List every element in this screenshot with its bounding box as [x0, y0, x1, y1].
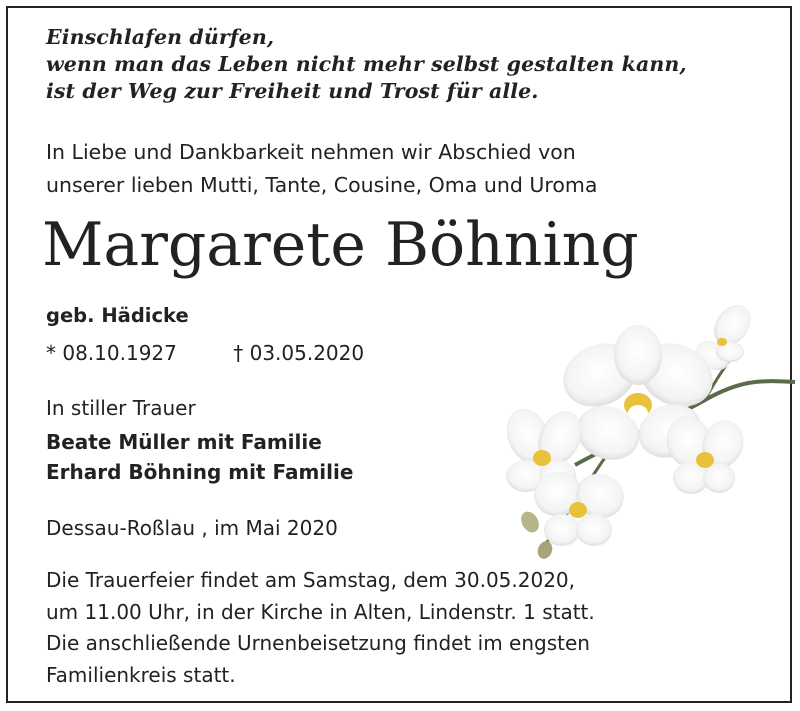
funeral-line: Die anschließende Urnenbeisetzung findet im engsten [46, 631, 590, 655]
funeral-info [46, 565, 595, 691]
mourner-list [46, 427, 353, 487]
intro-line: In Liebe und Dankbarkeit nehmen wir Abschied von [46, 140, 576, 164]
white-orchid-icon [500, 300, 800, 565]
motto-line: Einschlafen dürfen, [46, 25, 275, 49]
funeral-line: Familienkreis statt. [46, 662, 236, 687]
maiden-name: geb. Hädicke [46, 304, 189, 327]
mourner-family: Erhard Böhning mit Familie [46, 460, 354, 484]
mourning-heading: In stiller Trauer [46, 396, 196, 420]
death-date: † 03.05.2020 [233, 341, 365, 365]
intro-line: unserer lieben Mutti, Tante, Cousine, Oma und Uroma [46, 173, 598, 197]
life-dates [46, 337, 364, 369]
motto-line: ist der Weg zur Freiheit und Trost für alle. [46, 79, 539, 103]
motto-line: wenn man das Leben nicht mehr selbst gestalten kann, [46, 52, 687, 76]
funeral-line: Die Trauerfeier findet am Samstag, dem 30.05.2020, [46, 568, 576, 592]
birth-date: * 08.10.1927 [46, 341, 177, 365]
motto-quote [46, 24, 687, 105]
funeral-line: um 11.00 Uhr, in der Kirche in Alten, Lindenstr. 1 statt. [46, 599, 595, 624]
intro-text [46, 136, 597, 202]
place-and-date: Dessau-Roßlau , im Mai 2020 [46, 516, 338, 540]
mourner-family: Beate Müller mit Familie [46, 430, 322, 454]
deceased-name: Margarete Böhning [42, 210, 639, 280]
